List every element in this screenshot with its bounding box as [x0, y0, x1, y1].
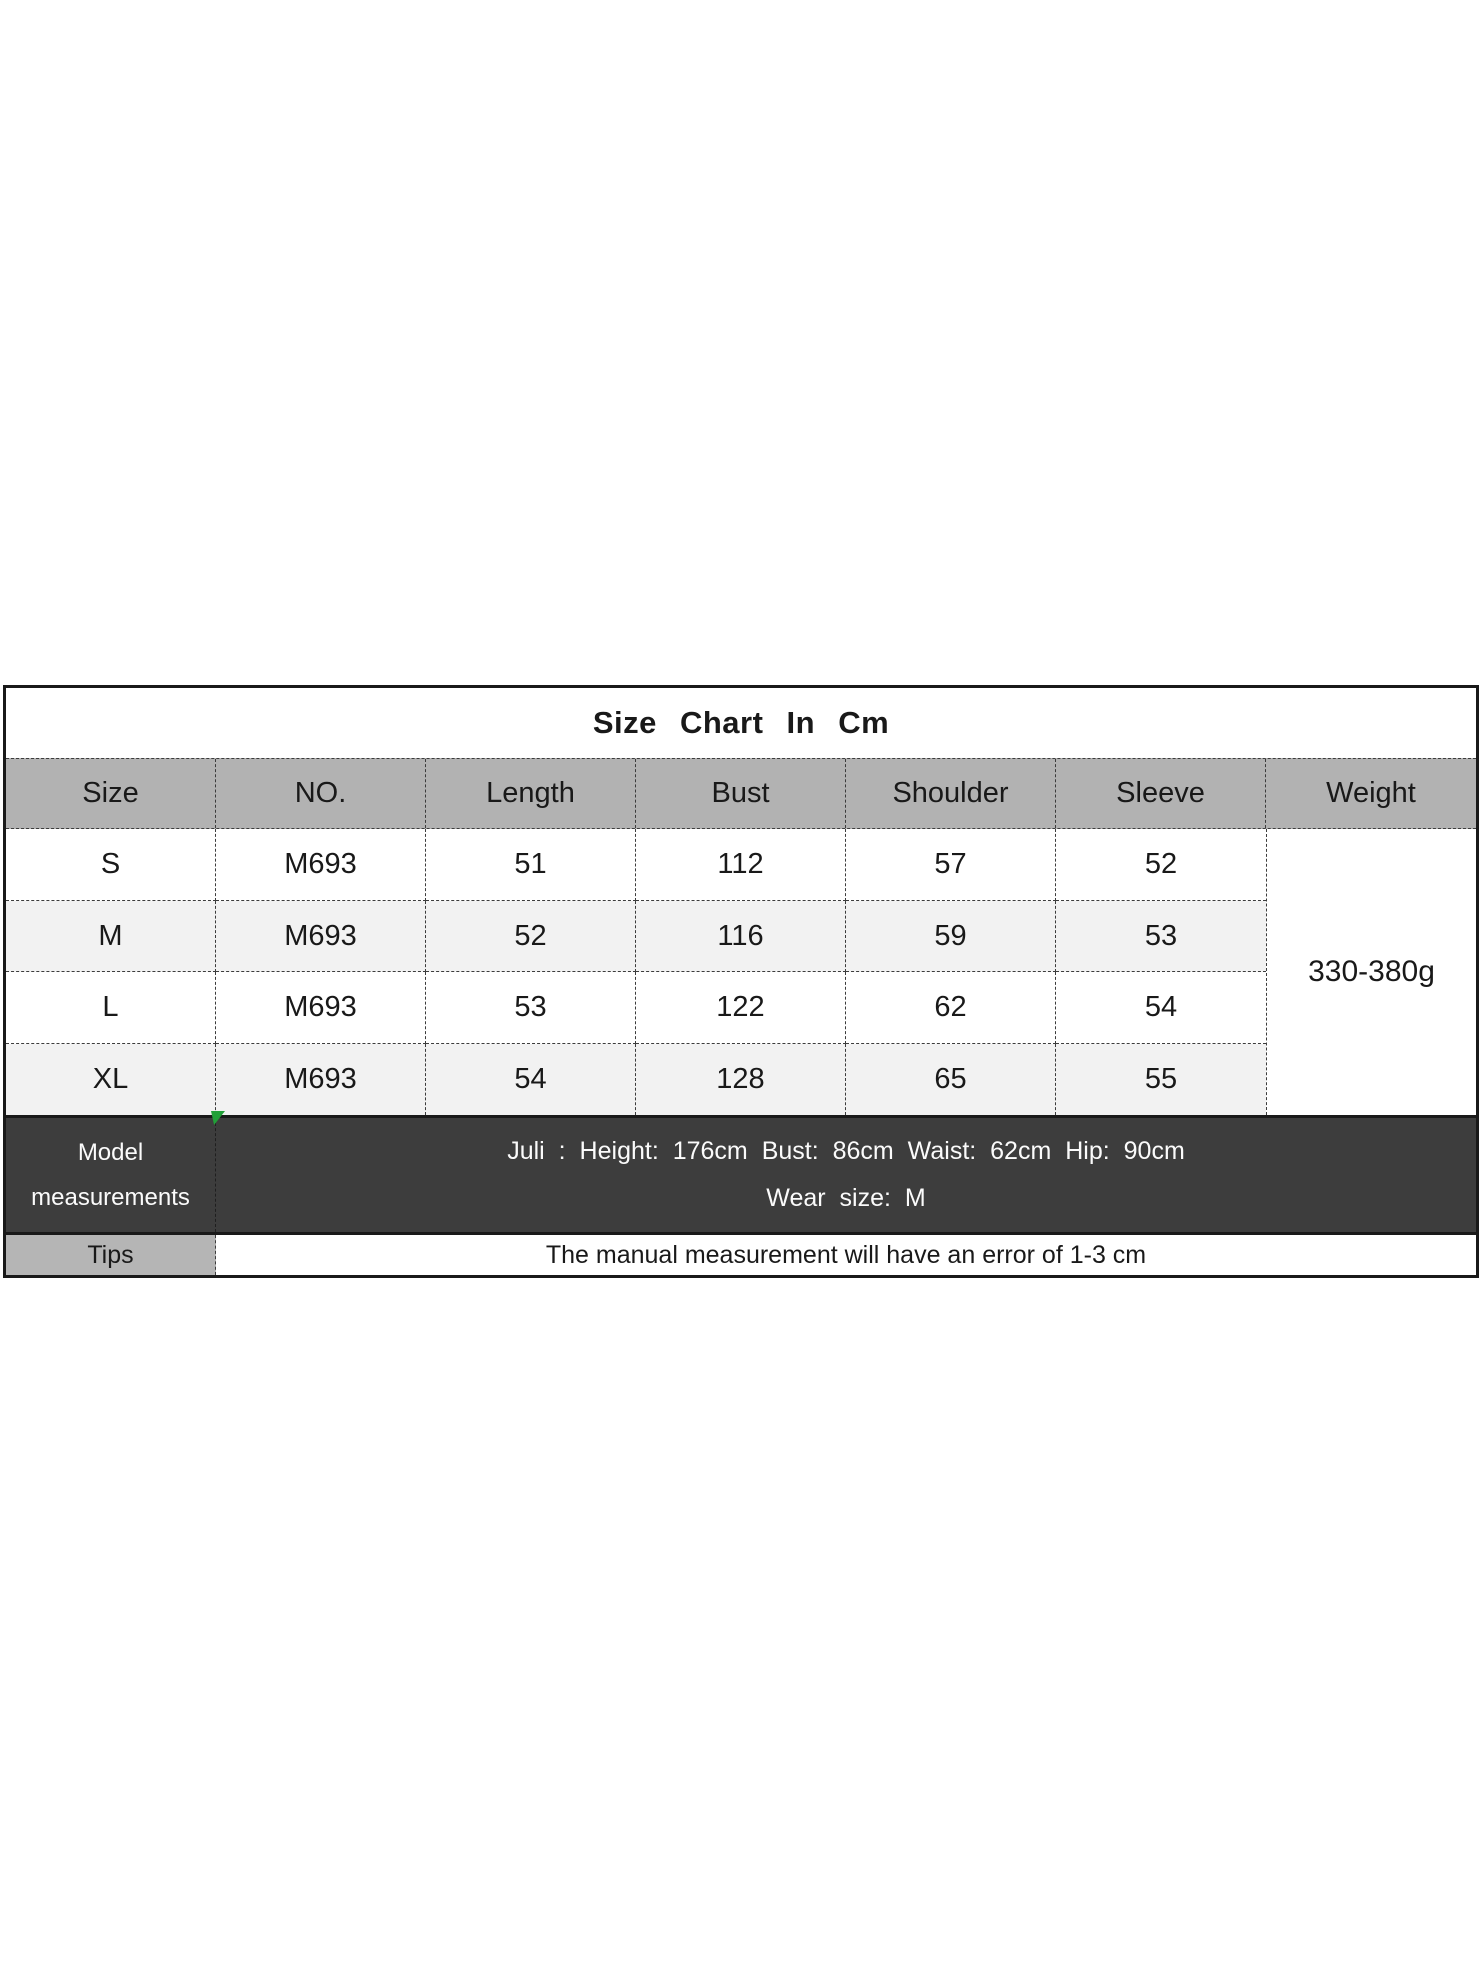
cell-length-xl: 54 — [426, 1044, 636, 1115]
cell-no-m: M693 — [216, 901, 426, 972]
column-header-size: Size — [6, 759, 216, 828]
cell-sleeve-xl: 55 — [1056, 1044, 1266, 1115]
cell-no-l: M693 — [216, 972, 426, 1044]
model-measurements-line1: Juli : Height: 176cm Bust: 86cm Waist: 62cm Hip: 90cm — [507, 1137, 1185, 1165]
size-chart-table — [3, 685, 1479, 1278]
tips-label: Tips — [6, 1235, 216, 1275]
model-measurements-row — [6, 1115, 1476, 1232]
cell-no-xl: M693 — [216, 1044, 426, 1115]
cell-shoulder-l: 62 — [846, 972, 1056, 1044]
cell-bust-s: 112 — [636, 829, 846, 901]
cell-shoulder-m: 59 — [846, 901, 1056, 972]
model-label-line1: Model — [77, 1138, 144, 1166]
cell-no-s: M693 — [216, 829, 426, 901]
tips-row — [6, 1232, 1476, 1275]
cell-bust-l: 122 — [636, 972, 846, 1044]
column-header-weight: Weight — [1326, 777, 1416, 809]
cell-length-s: 51 — [426, 829, 636, 901]
column-header-bust: Bust — [636, 759, 846, 828]
cell-size-l: L — [6, 972, 216, 1044]
cell-bust-m: 116 — [636, 901, 846, 972]
cell-sleeve-s: 52 — [1056, 829, 1266, 901]
table-header-row — [6, 758, 1476, 829]
model-label-line2: measurements — [31, 1183, 190, 1211]
model-measurements-label — [6, 1118, 216, 1232]
cell-size-xl: XL — [6, 1044, 216, 1115]
cell-size-m: M — [6, 901, 216, 972]
cell-shoulder-xl: 65 — [846, 1044, 1056, 1115]
cell-length-l: 53 — [426, 972, 636, 1044]
cell-sleeve-m: 53 — [1056, 901, 1266, 972]
weight-merged-cell: 330-380g — [1266, 829, 1476, 1115]
model-measurements-content — [216, 1118, 1476, 1232]
table-body — [6, 829, 1476, 1115]
column-header-no: NO. — [216, 759, 426, 828]
cell-sleeve-l: 54 — [1056, 972, 1266, 1044]
column-header-shoulder: Shoulder — [846, 759, 1056, 828]
cell-shoulder-s: 57 — [846, 829, 1056, 901]
cell-length-m: 52 — [426, 901, 636, 972]
cell-size-s: S — [6, 829, 216, 901]
cell-bust-xl: 128 — [636, 1044, 846, 1115]
tips-text: The manual measurement will have an error of 1-3 cm — [545, 1240, 1147, 1269]
column-header-sleeve: Sleeve — [1056, 759, 1266, 828]
column-header-length: Length — [426, 759, 636, 828]
table-title: Size Chart In Cm — [592, 705, 890, 740]
model-measurements-line2: Wear size: M — [766, 1184, 926, 1212]
